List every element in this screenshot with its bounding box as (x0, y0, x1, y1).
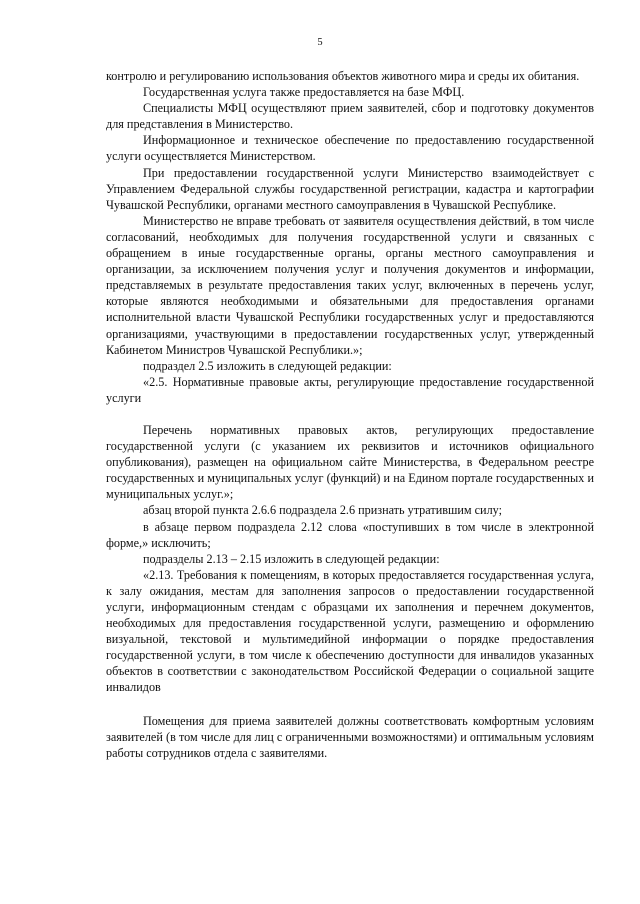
paragraph-ministry-restrictions: Министерство не вправе требовать от заявителя осуществления действий, в том числе согласований, необходимых для получения государственной услуги и связанных с обращением в иные государственные органы, органы местного самоуправления и организации, за исключением получения услуг и получения документов и информации, представляемых в результате предоставления таких услуг, включенных в перечень услуг, которые являются необходимыми и обязательными для предоставления органами исполнительной власти Чувашской Республики государственных услуг и предоставляются организациями, участвующими в предоставлении государственных услуг, утвержденный Кабинетом Министров Чувашской Республики.»; (106, 213, 594, 357)
paragraph-subsection-2-5-heading: «2.5. Нормативные правовые акты, регулирующие предоставление государственной услуги (106, 374, 594, 405)
paragraph-continuation: контролю и регулированию использования объектов животного мира и среды их обитания. (106, 69, 580, 83)
paragraph-subsections-2-13-2-15-intro: подразделы 2.13 – 2.15 изложить в следующей редакции: (143, 551, 440, 566)
page-number: 5 (317, 37, 323, 48)
paragraph-mfc-specialists: Специалисты МФЦ осуществляют прием заявителей, сбор и подготовку документов для представления в Министерство. (106, 101, 594, 132)
paragraph-mfc-service: Государственная услуга также предоставляется на базе МФЦ. (143, 85, 465, 100)
document-body (106, 68, 594, 761)
paragraph-2-6-6-invalid: абзац второй пункта 2.6.6 подраздела 2.6 признать утратившим силу; (143, 503, 502, 518)
paragraph-subsection-2-13-heading: «2.13. Требования к помещениям, в которых предоставляется государственная услуга, к залу ожидания, местам для заполнения запросов о предоставлении государственной услуги, информационным стендам с образцами их заполнения и перечнем документов, необходимых для предоставления государственной услуги, размещению и оформлению визуальной, текстовой и мультимедийной информации о порядке предоставления государственной услуги, в том числе к обеспечению доступности для инвалидов указанных объектов в соответствии с законодательством Российской Федерации о социальной защите инвалидов (106, 567, 594, 695)
paragraph-information-support: Информационное и техническое обеспечение по предоставлению государственной услуги осуществляется Министерством. (106, 133, 594, 164)
paragraph-interaction: При предоставлении государственной услуги Министерство взаимодействует с Управлением Федеральной службы государственной регистрации, кадастра и картографии Чувашской Республики, органами местного самоуправления в Чувашской Республике. (106, 165, 594, 212)
paragraph-legal-acts-list: Перечень нормативных правовых актов, регулирующих предоставление государственной услуги (с указанием их реквизитов и источников официального опубликования), размещен на официальном сайте Министерства, в Федеральном реестре государственных и муниципальных услуг (функций) и на Едином портале государственных и муниципальных услуг.»; (106, 422, 594, 502)
paragraph-2-12-amendment: в абзаце первом подраздела 2.12 слова «поступивших в том числе в электронной форме,» исключить; (106, 519, 594, 550)
paragraph-subsection-2-5-intro: подраздел 2.5 изложить в следующей редакции: (143, 358, 392, 373)
paragraph-premises-requirements: Помещения для приема заявителей должны соответствовать комфортным условиям заявителей (в том числе для лиц с ограниченными возможностями) и оптимальным условиям работы сотрудников отдела с заявителями. (106, 713, 594, 760)
